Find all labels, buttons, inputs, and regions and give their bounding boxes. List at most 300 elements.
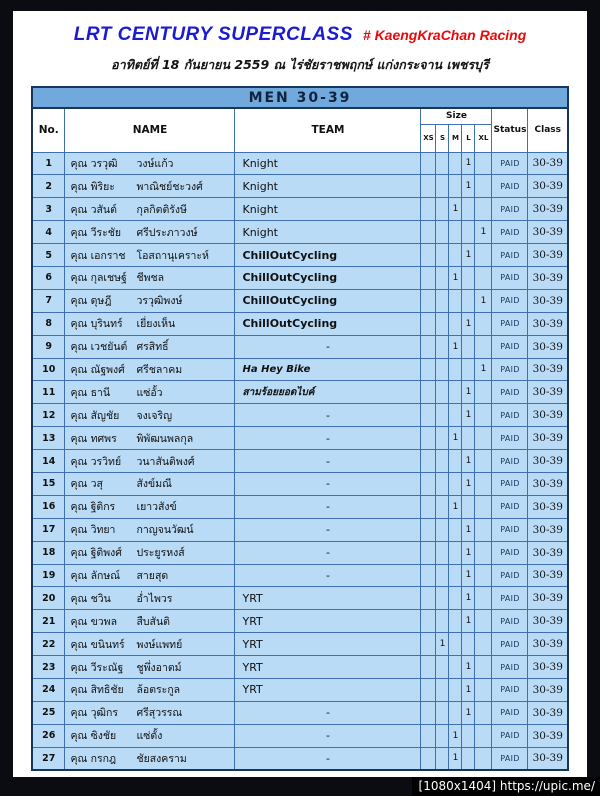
table-row <box>32 221 568 244</box>
class-value: 30-39 <box>528 244 568 267</box>
size-cell-xl <box>475 541 492 564</box>
rider-name <box>65 610 235 633</box>
team-name: ChillOutCycling <box>235 289 421 312</box>
rider-name <box>65 244 235 267</box>
class-value: 30-39 <box>528 221 568 244</box>
size-cell-m <box>449 358 462 381</box>
status-value: PAID <box>492 335 528 358</box>
size-cell-m <box>449 564 462 587</box>
table-row <box>32 312 568 335</box>
size-cell-l: 1 <box>462 450 475 473</box>
class-value: 30-39 <box>528 518 568 541</box>
table-body <box>32 152 568 770</box>
document-page <box>13 11 587 777</box>
size-cell-s <box>436 404 449 427</box>
last-name: ประยูรหงส์ <box>136 547 185 560</box>
first-name: คุณ ขนินทร์ <box>70 638 125 651</box>
status-value: PAID <box>492 221 528 244</box>
size-cell-s <box>436 450 449 473</box>
size-cell-xl <box>475 244 492 267</box>
size-cell-xs <box>421 495 436 518</box>
size-cell-s <box>436 198 449 221</box>
size-cell-s <box>436 495 449 518</box>
class-value: 30-39 <box>528 541 568 564</box>
team-name: - <box>235 747 421 770</box>
team-name: - <box>235 495 421 518</box>
size-cell-m: 1 <box>449 335 462 358</box>
class-value: 30-39 <box>528 289 568 312</box>
size-cell-xs <box>421 289 436 312</box>
rider-name <box>65 633 235 656</box>
size-cell-xl <box>475 404 492 427</box>
row-number: 11 <box>32 381 65 404</box>
col-header-size: Size <box>421 108 492 124</box>
size-cell-xs <box>421 518 436 541</box>
size-cell-xl <box>475 427 492 450</box>
status-value: PAID <box>492 541 528 564</box>
size-cell-m <box>449 152 462 175</box>
table-row <box>32 518 568 541</box>
size-cell-xl <box>475 381 492 404</box>
rider-name <box>65 358 235 381</box>
size-cell-m <box>449 289 462 312</box>
size-cell-xs <box>421 633 436 656</box>
last-name: ชีพชล <box>136 272 165 285</box>
last-name: ศรีสุวรรณ <box>136 707 183 720</box>
size-cell-s <box>436 358 449 381</box>
last-name: ชัยสงคราม <box>136 752 187 765</box>
size-cell-s <box>436 266 449 289</box>
table-row <box>32 427 568 450</box>
first-name: คุณ สัญชัย <box>70 409 120 422</box>
status-value: PAID <box>492 678 528 701</box>
last-name: เยาวสังข์ <box>136 501 177 514</box>
first-name: คุณ วสันต์ <box>70 203 117 216</box>
row-number: 16 <box>32 495 65 518</box>
table-row <box>32 175 568 198</box>
size-cell-xs <box>421 472 436 495</box>
status-value: PAID <box>492 244 528 267</box>
size-cell-l <box>462 633 475 656</box>
status-value: PAID <box>492 358 528 381</box>
size-cell-m <box>449 221 462 244</box>
size-cell-m <box>449 450 462 473</box>
first-name: คุณ ธานี <box>70 386 111 399</box>
status-value: PAID <box>492 175 528 198</box>
table-row <box>32 495 568 518</box>
size-cell-s <box>436 175 449 198</box>
size-cell-xs <box>421 312 436 335</box>
last-name: กุลกิตติรังษี <box>136 203 187 216</box>
watermark: [1080x1404] https://upic.me/ <box>412 777 600 796</box>
last-name: พิพัฒนพลกุล <box>136 432 194 445</box>
size-cell-m <box>449 244 462 267</box>
size-cell-l <box>462 335 475 358</box>
size-cell-l: 1 <box>462 541 475 564</box>
rider-name <box>65 747 235 770</box>
class-value: 30-39 <box>528 701 568 724</box>
team-name: - <box>235 427 421 450</box>
status-value: PAID <box>492 747 528 770</box>
table-row <box>32 358 568 381</box>
col-header-team: TEAM <box>235 108 421 152</box>
rider-name <box>65 541 235 564</box>
size-cell-m <box>449 404 462 427</box>
team-name: YRT <box>235 656 421 679</box>
row-number: 24 <box>32 678 65 701</box>
last-name: อ่ำไพวร <box>136 592 173 605</box>
size-cell-l: 1 <box>462 656 475 679</box>
section-title: MEN 30-39 <box>32 87 568 108</box>
table-row <box>32 587 568 610</box>
last-name: พงษ์แพทย์ <box>136 638 183 651</box>
rider-name <box>65 450 235 473</box>
rider-name <box>65 312 235 335</box>
class-value: 30-39 <box>528 747 568 770</box>
class-value: 30-39 <box>528 312 568 335</box>
last-name: สังข์มณี <box>136 478 172 491</box>
first-name: คุณ กุลเชษฐ์ <box>70 272 127 285</box>
class-value: 30-39 <box>528 404 568 427</box>
size-cell-xl <box>475 495 492 518</box>
size-cell-s <box>436 541 449 564</box>
first-name: คุณ พิริยะ <box>70 180 115 193</box>
team-name: - <box>235 518 421 541</box>
first-name: คุณ ทศพร <box>70 432 117 445</box>
team-name: Knight <box>235 221 421 244</box>
class-value: 30-39 <box>528 175 568 198</box>
status-value: PAID <box>492 312 528 335</box>
first-name: คุณ กรกฎ <box>70 752 116 765</box>
size-cell-xl <box>475 335 492 358</box>
status-value: PAID <box>492 724 528 747</box>
size-cell-s <box>436 564 449 587</box>
size-cell-xl <box>475 518 492 541</box>
first-name: คุณ ลักษณ์ <box>70 569 121 582</box>
rider-name <box>65 518 235 541</box>
size-cell-xs <box>421 358 436 381</box>
status-value: PAID <box>492 404 528 427</box>
size-cell-s <box>436 610 449 633</box>
status-value: PAID <box>492 266 528 289</box>
team-name: Ha Hey Bike <box>235 358 421 381</box>
size-cell-l <box>462 427 475 450</box>
event-hashtag: # KaengKraChan Racing <box>362 27 527 43</box>
first-name: คุณ สิทธิชัย <box>70 684 124 697</box>
status-value: PAID <box>492 610 528 633</box>
rider-name <box>65 404 235 427</box>
status-value: PAID <box>492 427 528 450</box>
event-title: LRT CENTURY SUPERCLASS <box>73 24 353 45</box>
size-cell-l: 1 <box>462 404 475 427</box>
size-cell-xs <box>421 564 436 587</box>
team-name: YRT <box>235 587 421 610</box>
table-row <box>32 289 568 312</box>
class-value: 30-39 <box>528 152 568 175</box>
size-cell-xs <box>421 152 436 175</box>
size-cell-l: 1 <box>462 175 475 198</box>
row-number: 7 <box>32 289 65 312</box>
last-name: ชูพึ่งอาตม์ <box>136 661 182 674</box>
size-cell-s <box>436 701 449 724</box>
size-cell-m <box>449 701 462 724</box>
team-name: สามร้อยยอดไบค์ <box>235 381 421 404</box>
status-value: PAID <box>492 587 528 610</box>
first-name: คุณ วรวิทย์ <box>70 455 122 468</box>
last-name: ศรสิทธิ์ <box>136 341 169 354</box>
first-name: คุณ วีระณัฐ <box>70 661 124 674</box>
col-header-s: S <box>436 124 449 152</box>
class-value: 30-39 <box>528 564 568 587</box>
row-number: 13 <box>32 427 65 450</box>
page-title <box>13 24 587 46</box>
table-row <box>32 404 568 427</box>
size-cell-m: 1 <box>449 495 462 518</box>
size-cell-l: 1 <box>462 312 475 335</box>
first-name: คุณ ชวิน <box>70 592 111 605</box>
size-cell-xl <box>475 450 492 473</box>
row-number: 26 <box>32 724 65 747</box>
last-name: โอสถานุเคราะห์ <box>136 249 209 262</box>
size-cell-m <box>449 472 462 495</box>
size-cell-xl <box>475 266 492 289</box>
status-value: PAID <box>492 701 528 724</box>
size-cell-s <box>436 221 449 244</box>
rider-name <box>65 724 235 747</box>
row-number: 27 <box>32 747 65 770</box>
size-cell-xl <box>475 701 492 724</box>
col-header-class: Class <box>528 108 568 152</box>
table-row <box>32 747 568 770</box>
col-header-xl: XL <box>475 124 492 152</box>
team-name: - <box>235 404 421 427</box>
row-number: 15 <box>32 472 65 495</box>
size-cell-s <box>436 587 449 610</box>
last-name: สายสุด <box>136 569 169 582</box>
size-cell-m <box>449 175 462 198</box>
row-number: 9 <box>32 335 65 358</box>
size-cell-xs <box>421 335 436 358</box>
class-value: 30-39 <box>528 198 568 221</box>
size-cell-l: 1 <box>462 381 475 404</box>
size-cell-xl <box>475 472 492 495</box>
size-cell-xs <box>421 747 436 770</box>
table-row <box>32 701 568 724</box>
size-cell-l <box>462 358 475 381</box>
size-cell-xl <box>475 312 492 335</box>
size-cell-l: 1 <box>462 152 475 175</box>
rider-name <box>65 266 235 289</box>
size-cell-m <box>449 381 462 404</box>
row-number: 22 <box>32 633 65 656</box>
size-cell-l <box>462 266 475 289</box>
class-value: 30-39 <box>528 358 568 381</box>
size-cell-m <box>449 541 462 564</box>
size-cell-l: 1 <box>462 244 475 267</box>
class-value: 30-39 <box>528 587 568 610</box>
size-cell-m <box>449 633 462 656</box>
row-number: 20 <box>32 587 65 610</box>
table-row <box>32 472 568 495</box>
last-name: วงษ์แก้ว <box>136 157 174 170</box>
size-cell-s <box>436 244 449 267</box>
col-header-l: L <box>462 124 475 152</box>
size-cell-xs <box>421 587 436 610</box>
table-row <box>32 152 568 175</box>
size-cell-s <box>436 747 449 770</box>
size-cell-xs <box>421 450 436 473</box>
size-cell-s <box>436 381 449 404</box>
size-cell-xl <box>475 587 492 610</box>
row-number: 5 <box>32 244 65 267</box>
col-header-name: NAME <box>65 108 235 152</box>
size-cell-xs <box>421 678 436 701</box>
size-cell-xs <box>421 427 436 450</box>
size-cell-m: 1 <box>449 724 462 747</box>
first-name: คุณ ฐิติพงศ์ <box>70 547 122 560</box>
rider-name <box>65 656 235 679</box>
size-cell-l: 1 <box>462 701 475 724</box>
row-number: 18 <box>32 541 65 564</box>
table-row <box>32 678 568 701</box>
row-number: 8 <box>32 312 65 335</box>
last-name: กาญจนวัฒน์ <box>136 524 194 537</box>
size-cell-m <box>449 610 462 633</box>
status-value: PAID <box>492 518 528 541</box>
status-value: PAID <box>492 564 528 587</box>
rider-name <box>65 564 235 587</box>
team-name: - <box>235 564 421 587</box>
class-value: 30-39 <box>528 427 568 450</box>
size-cell-l: 1 <box>462 472 475 495</box>
last-name: วนาสันติพงศ์ <box>136 455 195 468</box>
size-cell-m <box>449 678 462 701</box>
rider-name <box>65 587 235 610</box>
row-number: 2 <box>32 175 65 198</box>
table-row <box>32 450 568 473</box>
size-cell-l: 1 <box>462 678 475 701</box>
team-name: ChillOutCycling <box>235 244 421 267</box>
team-name: - <box>235 450 421 473</box>
row-number: 1 <box>32 152 65 175</box>
col-header-status: Status <box>492 108 528 152</box>
rider-name <box>65 427 235 450</box>
status-value: PAID <box>492 450 528 473</box>
rider-name <box>65 701 235 724</box>
size-cell-m <box>449 518 462 541</box>
team-name: ChillOutCycling <box>235 312 421 335</box>
team-name: Knight <box>235 175 421 198</box>
size-cell-s <box>436 312 449 335</box>
row-number: 21 <box>32 610 65 633</box>
size-cell-s <box>436 335 449 358</box>
first-name: คุณ ณัฐพงศ์ <box>70 363 125 376</box>
status-value: PAID <box>492 472 528 495</box>
class-value: 30-39 <box>528 381 568 404</box>
first-name: คุณ วิทยา <box>70 524 116 537</box>
size-cell-l <box>462 198 475 221</box>
first-name: คุณ เวชยันต์ <box>70 341 128 354</box>
size-cell-xs <box>421 656 436 679</box>
size-cell-xs <box>421 541 436 564</box>
last-name: ล้อตระกูล <box>136 684 181 697</box>
rider-name <box>65 495 235 518</box>
last-name: แซ่ตั้ง <box>136 730 163 743</box>
rider-name <box>65 289 235 312</box>
size-cell-s <box>436 656 449 679</box>
size-cell-l: 1 <box>462 587 475 610</box>
class-value: 30-39 <box>528 610 568 633</box>
size-cell-l <box>462 724 475 747</box>
row-number: 14 <box>32 450 65 473</box>
last-name: เยี่ยงเห็น <box>136 318 176 331</box>
size-cell-xs <box>421 221 436 244</box>
row-number: 19 <box>32 564 65 587</box>
size-cell-m: 1 <box>449 427 462 450</box>
size-cell-l <box>462 495 475 518</box>
team-name: YRT <box>235 633 421 656</box>
table-row <box>32 610 568 633</box>
size-cell-xs <box>421 244 436 267</box>
rider-name <box>65 335 235 358</box>
table-row <box>32 266 568 289</box>
size-cell-l: 1 <box>462 518 475 541</box>
table-row <box>32 381 568 404</box>
team-name: - <box>235 472 421 495</box>
table-row <box>32 724 568 747</box>
first-name: คุณ วรวุฒิ <box>70 157 118 170</box>
size-cell-s <box>436 289 449 312</box>
size-cell-s <box>436 152 449 175</box>
size-cell-l <box>462 289 475 312</box>
size-cell-m: 1 <box>449 198 462 221</box>
size-cell-l: 1 <box>462 610 475 633</box>
roster-table <box>31 86 569 771</box>
col-header-no: No. <box>32 108 65 152</box>
size-cell-s <box>436 678 449 701</box>
size-cell-xl <box>475 152 492 175</box>
class-value: 30-39 <box>528 678 568 701</box>
last-name: ศรีประภาวงษ์ <box>136 226 198 239</box>
rider-name <box>65 381 235 404</box>
first-name: คุณ ขวพล <box>70 615 118 628</box>
event-date-location: อาทิตย์ที่ 18 กันยายน 2559 ณ ไร่ชัยราชพฤกษ์ แก่งกระจาน เพชรบุรี <box>111 57 489 72</box>
size-cell-xl <box>475 610 492 633</box>
class-value: 30-39 <box>528 495 568 518</box>
size-cell-xl <box>475 175 492 198</box>
first-name: คุณ วุฒิกร <box>70 707 118 720</box>
class-value: 30-39 <box>528 656 568 679</box>
size-cell-xl <box>475 564 492 587</box>
team-name: Knight <box>235 152 421 175</box>
first-name: คุณ วีระชัย <box>70 226 122 239</box>
last-name: สืบสันติ <box>136 615 170 628</box>
row-number: 10 <box>32 358 65 381</box>
size-cell-m <box>449 312 462 335</box>
first-name: คุณ เอกราช <box>70 249 126 262</box>
size-cell-xl: 1 <box>475 358 492 381</box>
size-cell-xs <box>421 381 436 404</box>
team-name: - <box>235 541 421 564</box>
rider-name <box>65 472 235 495</box>
size-cell-l: 1 <box>462 564 475 587</box>
rider-name <box>65 198 235 221</box>
first-name: คุณ ดุษฎี <box>70 295 112 308</box>
last-name: จงเจริญ <box>136 409 173 422</box>
status-value: PAID <box>492 656 528 679</box>
team-name: YRT <box>235 610 421 633</box>
size-cell-m <box>449 587 462 610</box>
